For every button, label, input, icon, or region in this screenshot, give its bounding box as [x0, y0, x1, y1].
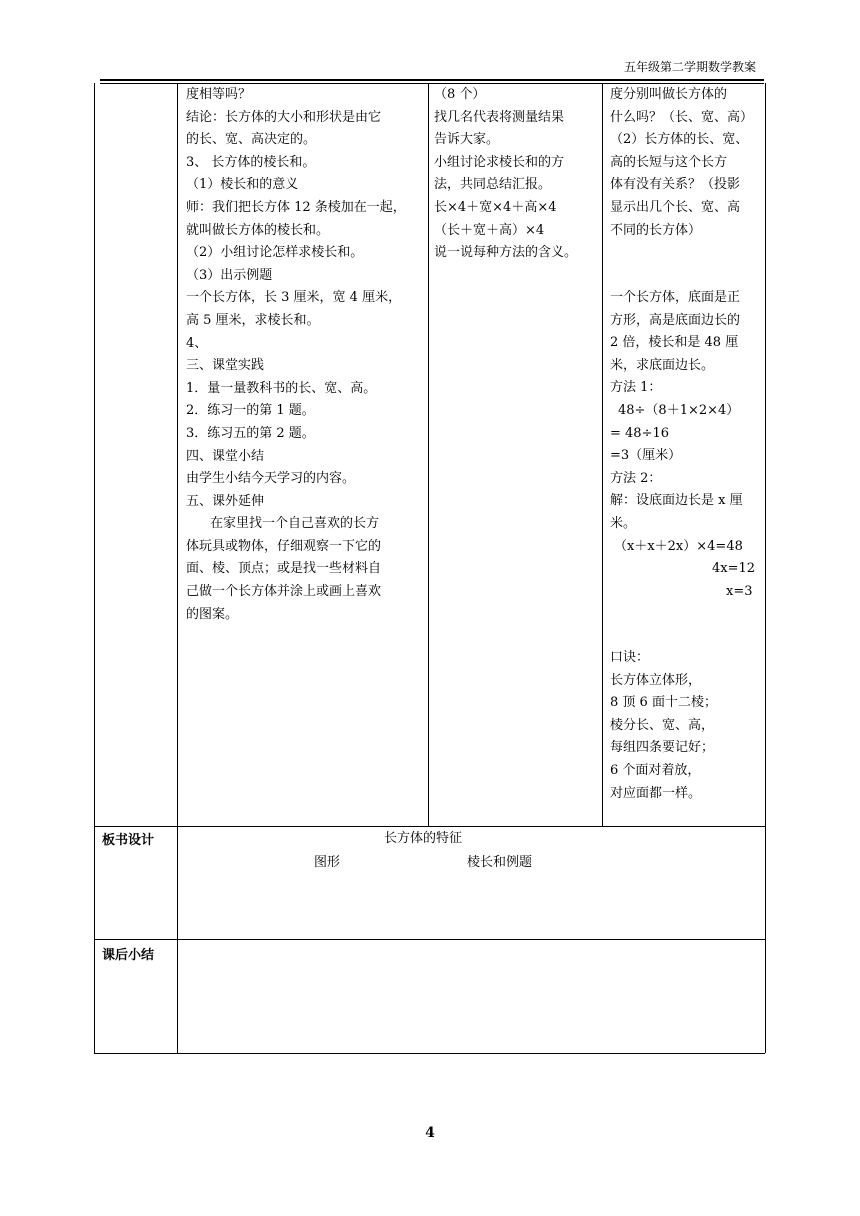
text-line: 什么吗？（长、宽、高）	[610, 109, 754, 125]
text-line: 一个长方体，底面是正	[610, 290, 741, 305]
text-line: 结论：长方体的大小和形状是由它	[186, 109, 382, 125]
text-line: 2 倍，棱长和是 48 厘	[610, 335, 739, 351]
text-line: 4x=12	[712, 561, 756, 577]
summary-label: 课后小结	[102, 948, 155, 963]
text-line: 4、	[186, 335, 208, 351]
text-line: x=3	[726, 583, 753, 599]
text-line: 3．练习五的第 2 题。	[186, 425, 315, 441]
teacher-activity-column	[186, 84, 406, 626]
notes-column-top	[610, 84, 753, 242]
text-line: 1．量一量教科书的长、宽、高。	[186, 380, 377, 396]
text-line: 每组四条要记好；	[610, 740, 715, 756]
text-line: 说一说每种方法的含义。	[434, 245, 578, 261]
text-line: 3、 长方体的棱长和。	[186, 154, 316, 170]
text-line: 四、课堂小结	[186, 448, 265, 464]
text-line: 方法 1：	[610, 380, 662, 396]
text-line: 由学生小结今天学习的内容。	[186, 471, 356, 487]
text-line: 48÷（8＋1×2×4）	[618, 402, 740, 418]
text-line: 在家里找一个自己喜欢的长方	[210, 516, 380, 532]
text-line: 面、棱、顶点；或是找一些材料自	[186, 561, 382, 577]
text-line: 米，求底面边长。	[610, 357, 715, 373]
text-line: 告诉大家。	[434, 132, 500, 148]
board-design-label: 板书设计	[102, 833, 155, 848]
text-line: 找几名代表将测量结果	[434, 109, 565, 125]
text-line: 米。	[610, 515, 637, 531]
text-line: 方法 2：	[610, 470, 662, 486]
text-line: 对应面都一样。	[610, 785, 702, 801]
text-line: 不同的长方体）	[610, 222, 702, 238]
header-title: 五年级第二学期数学教案	[623, 60, 756, 74]
table-row-border	[94, 939, 765, 940]
text-line: 的图案。	[186, 606, 239, 622]
board-title: 长方体的特征	[384, 831, 463, 846]
text-line: （x＋x＋2x）×4=48	[614, 538, 743, 554]
text-line: 8 顶 6 面十二棱；	[610, 695, 717, 711]
text-line: （1）棱长和的意义	[186, 177, 299, 193]
text-line: 度分别叫做长方体的	[610, 87, 728, 102]
text-line: 的长、宽、高决定的。	[186, 132, 317, 148]
text-line: 高 5 厘米，求棱长和。	[186, 312, 320, 328]
text-line: 2．练习一的第 1 题。	[186, 403, 315, 419]
text-line: 解：设底面边长是 x 厘	[610, 493, 743, 509]
text-line: 一个长方体，长 3 厘米，宽 4 厘米，	[186, 290, 402, 306]
text-line: =3（厘米）	[610, 448, 682, 464]
notes-column-mnemonic	[610, 647, 717, 805]
text-line: 长×4＋宽×4＋高×4	[434, 199, 557, 215]
text-line: 就叫做长方体的棱长和。	[186, 222, 330, 238]
text-line: 己做一个长方体并涂上或画上喜欢	[186, 584, 382, 600]
table-border-left	[94, 83, 95, 1053]
board-item-shape: 图形	[314, 855, 341, 870]
table-divider-student	[602, 83, 603, 826]
page-number: 4	[425, 1125, 435, 1141]
text-line: 6 个面对着放，	[610, 762, 701, 778]
board-item-edges: 棱长和例题	[467, 855, 533, 870]
notes-column-example	[610, 287, 755, 603]
text-line: 体有没有关系？（投影	[610, 177, 741, 193]
text-line: （长＋宽＋高）×4	[434, 222, 545, 238]
text-line: 小组讨论求棱长和的方	[434, 154, 565, 170]
text-line: 体玩具或物体，仔细观察一下它的	[186, 538, 382, 554]
text-line: 度相等吗？	[186, 87, 252, 102]
table-divider-teacher	[428, 83, 429, 826]
text-line: 显示出几个长、宽、高	[610, 199, 741, 215]
text-line: 长方体立体形，	[610, 672, 702, 688]
text-line: 师：我们把长方体 12 条棱加在一起，	[186, 199, 406, 215]
text-line: （2）长方体的长、宽、	[610, 132, 749, 148]
text-line: 方形，高是底面边长的	[610, 312, 741, 328]
text-line: = 48÷16	[610, 425, 670, 441]
text-line: （2）小组讨论怎样求棱长和。	[186, 245, 364, 261]
text-line: 口诀：	[610, 650, 650, 665]
text-line: 五、课外延伸	[186, 493, 265, 509]
text-line: 法，共同总结汇报。	[434, 177, 552, 193]
header-rule	[100, 79, 764, 81]
table-border-bottom	[94, 1053, 765, 1054]
table-divider-label	[177, 83, 178, 1053]
text-line: 棱分长、宽、高，	[610, 717, 715, 733]
student-activity-column	[434, 84, 577, 265]
table-border-right	[765, 83, 766, 1053]
text-line: 高的长短与这个长方	[610, 154, 728, 170]
text-line: （3）出示例题	[186, 267, 273, 283]
text-line: 三、课堂实践	[186, 358, 265, 374]
text-line: （8 个）	[434, 87, 486, 102]
